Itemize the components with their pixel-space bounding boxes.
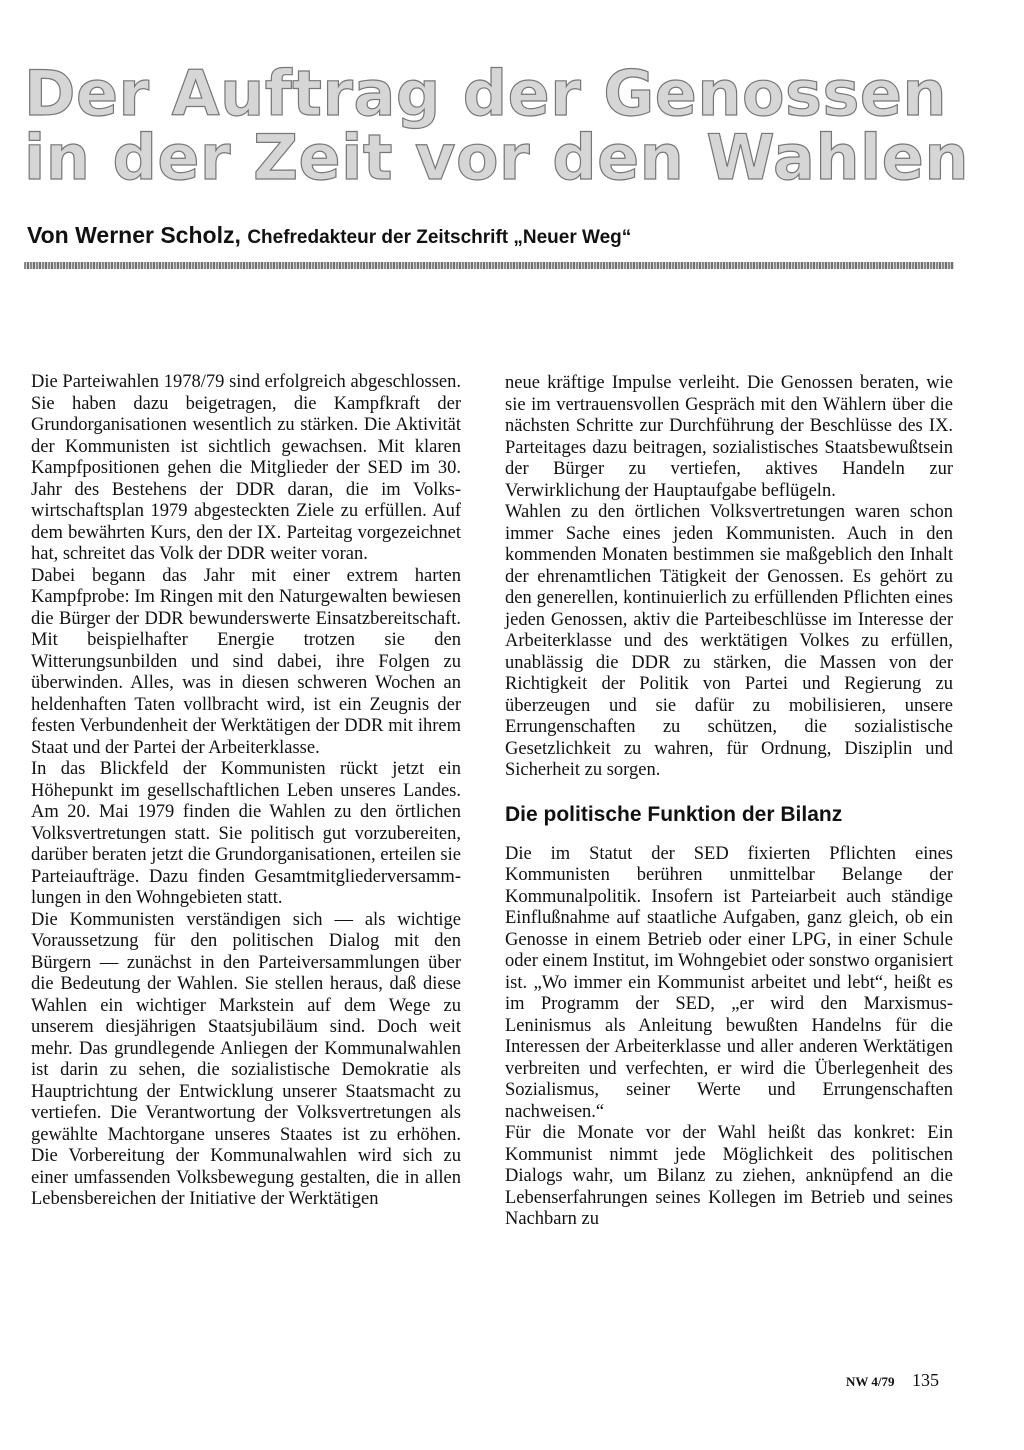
paragraph: Die Parteiwahlen 1978/79 sind erfolgreich abgeschlossen. Sie haben dazu beigetragen, die Kampfkraft der Grundorganisationen wesentlich zu stärken. Die Aktivität der Kommunisten ist sichtlich gewachsen. Mit klaren Kampfpositionen gehen die Mitglieder der SED im 30. Jahr des Bestehens der DDR daran, die im Volkswirtschaftsplan 1979 abgesteckten Ziele zu erfüllen. Auf dem bewährten Kurs, den der IX. Parteitag vorgezeichnet hat, schreitet das Volk der DDR weiter voran. [31, 372, 461, 564]
byline-role: Chefredakteur der Zeitschrift „Neuer Weg“ [247, 227, 632, 248]
paragraph: neue kräftige Impulse verleiht. Die Genossen beraten, wie sie im vertrauensvollen Gespräch mit den Wählern über die nächsten Schritte zur Durchführung der Beschlüsse des IX. Parteitages dazu beitragen, sozialistisches Staatsbewußtsein der Bürger zu vertiefen, aktives Handeln zur Verwirklichung der Hauptaufgabe beflügeln. [505, 373, 953, 501]
article-title [24, 57, 1004, 194]
byline [27, 222, 631, 249]
page-number: 135 [912, 1370, 939, 1390]
right-column [505, 373, 953, 1231]
paragraph: Die Kommunisten verständigen sich — als wichtige Voraussetzung für den politischen Dialog mit den Bürgern — zunächst in den Parteiversammlungen über die Bedeutung der Wahlen. Sie stellen heraus, daß diese Wahlen ein wichtiger Markstein auf dem Wege zu unserem diesjährigen Staatsjubiläum sind. Doch weit mehr. Das grundlegende Anliegen der Kommunalwahlen ist darin zu sehen, die sozialistische Demokratie als Hauptrichtung der Entwicklung unserer Staatsmacht zu vertiefen. Die Verantwortung der Volksvertretungen als gewählte Machtorgane unseres Staates ist zu erhöhen. Die Vorbereitung der Kommunalwahlen wird sich zu einer umfassenden Volksbewegung gestalten, die in allen Lebensbereichen der Initiative der Werktätigen [31, 909, 461, 1209]
paragraph: Die im Statut der SED fixierten Pflichten eines Kommunisten berühren unmittelbar Belange der Kommunalpolitik. Insofern ist Parteiarbeit auch ständige Einflußnahme auf staatliche Aufgaben, ganz gleich, ob ein Genosse in einem Betrieb oder einer LPG, in einer Schule oder einem Institut, im Wohngebiet oder sonstwo organisiert ist. „Wo immer ein Kommunist arbeitet und lebt“, heißt es im Programm der SED, „er wird den Marxismus-Leninismus als Anleitung bewußten Handelns für die Interessen der Arbeiterklasse und aller anderen Werktätigen verbreiten und verfechten, er wird die Überlegenheit des Sozialismus, seiner Werte und Errungenschaften nachweisen.“ [505, 843, 953, 1122]
paragraph: Dabei begann das Jahr mit einer extrem harten Kampfprobe: Im Ringen mit den Naturgewalten bewiesen die Bürger der DDR bewunderswerte Einsatzbereitschaft. Mit beispielhafter Energie trotzen sie den Witterungsunbilden und sind dabei, ihre Folgen zu überwinden. Alles, was in diesen schweren Wochen an heldenhaften Taten vollbracht wird, ist ein Zeugnis der festen Verbundenheit der Werktätigen der DDR mit ihrem Staat und der Partei der Arbeiterklasse. [31, 565, 461, 758]
article-title-line-1: Der Auftrag der Genossen [24, 57, 948, 130]
title-divider [24, 262, 954, 269]
section-heading: Die politische Funktion der Bilanz [505, 802, 843, 826]
paragraph: Für die Monate vor der Wahl heißt das konkret: Ein Kommunist nimmt jede Möglichkeit des politischen Dialogs wahr, um Bilanz zu ziehen, anknüpfend an die Lebenserfahrungen seines Kollegen im Betrieb und seines Nachbarn zu [505, 1123, 953, 1229]
left-column [31, 372, 461, 1211]
byline-author: Von Werner Scholz, [27, 222, 241, 248]
paragraph: In das Blickfeld der Kommunisten rückt jetzt ein Höhepunkt im gesellschaftlichen Leben unseres Landes. Am 20. Mai 1979 finden die Wahlen zu den örtlichen Volksvertretungen statt. Sie politisch gut vorzubereiten, darüber beraten jetzt die Grundorganisationen, erteilen sie Parteiaufträge. Dazu finden Gesamtmitgliederversammlungen in den Wohngebieten statt. [31, 759, 461, 908]
article-title-line-2: in der Zeit vor den Wahlen [24, 121, 969, 194]
journal-reference: NW 4/79 [846, 1374, 895, 1389]
paragraph: Wahlen zu den örtlichen Volksvertretungen waren schon immer Sache eines jeden Kommunisten. Auch in den kommenden Monaten bestimmen sie maßgeblich den Inhalt der ehrenamtlichen Tätigkeit der Genossen. Es gehört zu den generellen, kontinuierlich zu erfüllenden Pflichten eines jeden Genossen, aktiv die Parteibeschlüsse im Interesse der Arbeiterklasse und des werktätigen Volkes zu erfüllen, unablässig die DDR zu stärken, die Massen von der Richtigkeit der Politik von Partei und Regierung zu überzeugen und sie dafür zu mobilisieren, unsere Errungenschaften zu schützen, die sozialistische Gesetzlichkeit zu wahren, für Ordnung, Disziplin und Sicherheit zu sorgen. [505, 502, 953, 780]
